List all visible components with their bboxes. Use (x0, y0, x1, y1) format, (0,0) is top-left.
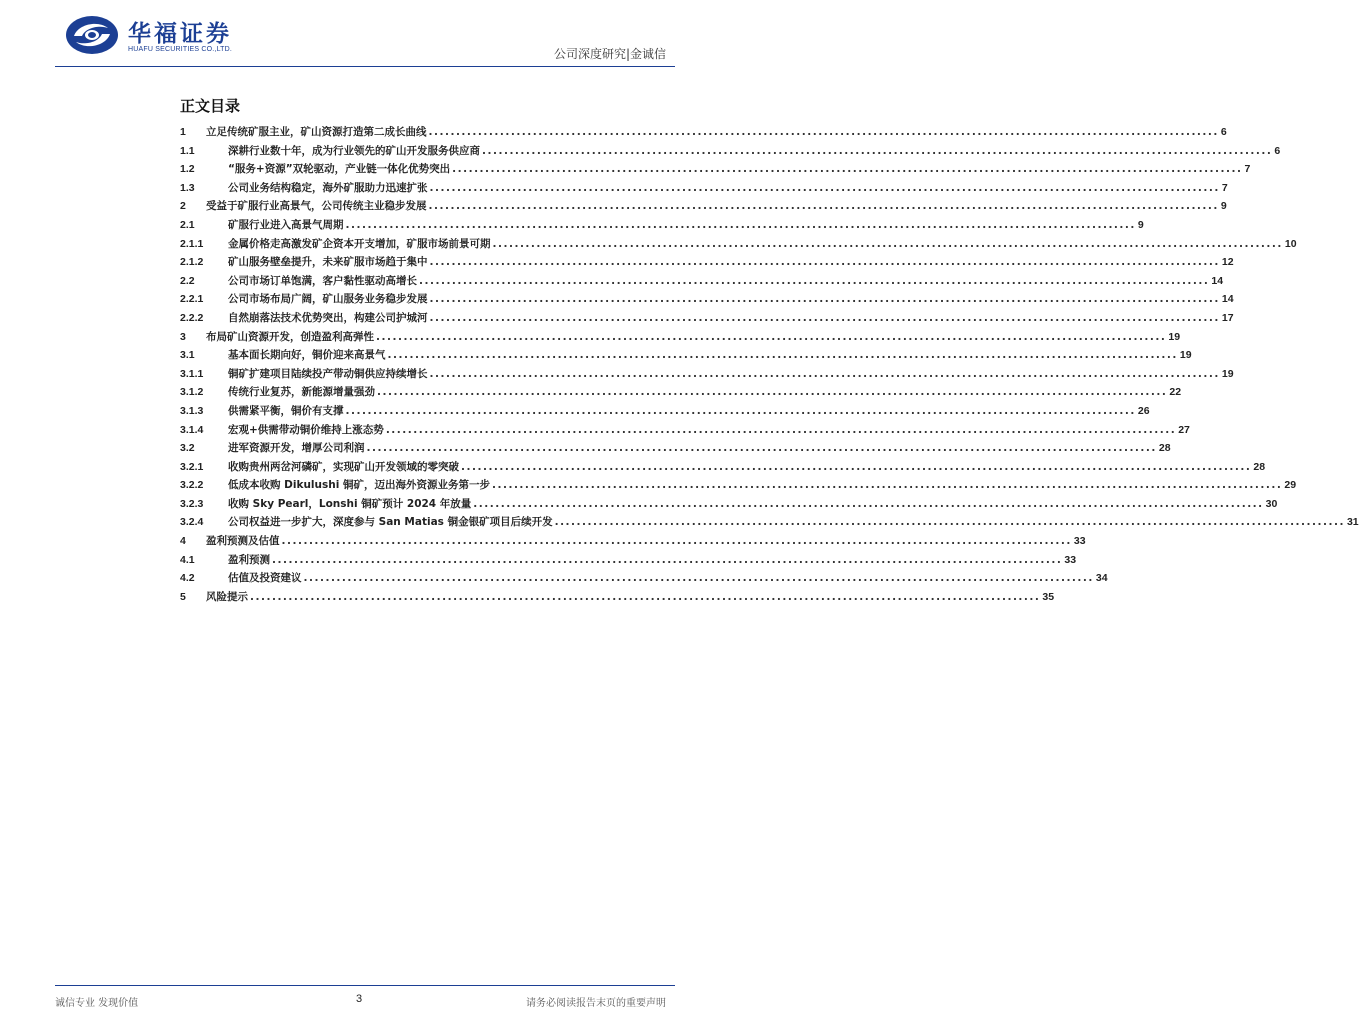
toc-entry-number: 1.2 (180, 163, 195, 176)
toc-dot-leader (430, 256, 1220, 268)
toc-entry[interactable] (180, 440, 1171, 459)
toc-entry-number: 1.1 (180, 144, 195, 157)
toc-entry-page: 7 (1221, 181, 1228, 194)
toc-dot-leader (430, 312, 1220, 324)
toc-entry-number: 4.1 (180, 553, 195, 566)
toc-entry-title: 供需紧平衡，铜价有支撑 (228, 404, 344, 417)
toc-entry-page: 33 (1064, 553, 1077, 566)
toc-entry-title: 公司权益进一步扩大，深度参与 San Matias 铜金银矿项目后续开发 (228, 516, 553, 529)
toc-entry-page: 33 (1073, 535, 1086, 548)
toc-entry-title: 收购贵州两岔河磷矿，实现矿山开发领域的零突破 (228, 460, 459, 473)
toc-entry[interactable] (180, 180, 1228, 199)
toc-entry[interactable] (180, 552, 1077, 571)
footer-slogan: 诚信专业 发现价值 (55, 998, 139, 1009)
toc-entry-page: 7 (1244, 163, 1251, 176)
toc-entry-page: 28 (1253, 460, 1266, 473)
toc-entry[interactable] (180, 589, 1055, 608)
toc-entry-page: 29 (1284, 479, 1297, 492)
toc-entry-page: 6 (1220, 126, 1227, 138)
toc-dot-leader (272, 554, 1062, 566)
toc-entry[interactable] (180, 477, 1297, 496)
toc-entry-page: 12 (1221, 256, 1234, 269)
toc-entry-title: 矿山服务壁垒提升，未来矿服市场趋于集中 (228, 256, 428, 269)
toc-entry-page: 34 (1095, 572, 1108, 585)
toc-entry-title: 矿服行业进入高景气周期 (228, 218, 344, 231)
footer-divider (55, 985, 675, 986)
toc-entry-title: 公司市场订单饱满，客户黏性驱动高增长 (228, 274, 417, 287)
toc-entry-page: 28 (1158, 442, 1171, 455)
toc-entry-number: 3.1.2 (180, 386, 204, 399)
toc-entry[interactable] (180, 217, 1144, 236)
toc-entry[interactable] (180, 310, 1234, 329)
toc-entry[interactable] (180, 254, 1234, 273)
toc-entry[interactable] (180, 124, 1227, 143)
toc-entry-title: 盈利预测及估值 (206, 535, 280, 548)
toc-entry[interactable] (180, 422, 1190, 441)
toc-entry[interactable] (180, 384, 1182, 403)
toc-entry-number: 3.2.4 (180, 516, 204, 529)
toc-dot-leader (376, 331, 1166, 343)
toc-entry-title: 公司市场布局广阔，矿山服务业务稳步发展 (228, 293, 428, 306)
toc-dot-leader (493, 238, 1283, 250)
toc-dot-leader (482, 145, 1272, 157)
toc-entry-number: 3.1 (180, 349, 195, 362)
toc-dot-leader (419, 275, 1209, 287)
toc-entry-page: 10 (1284, 237, 1297, 250)
toc-entry-number: 3.1.4 (180, 423, 204, 436)
toc-entry-page: 9 (1220, 200, 1227, 213)
toc-entry[interactable] (180, 236, 1297, 255)
toc-entry-page: 17 (1221, 311, 1234, 324)
toc-entry[interactable] (180, 198, 1227, 217)
toc-entry-number: 3.2 (180, 442, 195, 455)
toc-entry-title: 布局矿山资源开发，创造盈利高弹性 (206, 330, 374, 343)
toc-dot-leader (430, 293, 1220, 305)
toc-entry[interactable] (180, 329, 1181, 348)
toc-entry[interactable] (180, 161, 1251, 180)
toc-dot-leader (388, 349, 1178, 361)
toc-entry-page: 14 (1221, 293, 1234, 306)
toc-entry[interactable] (180, 291, 1234, 310)
toc-entry-number: 2.1.2 (180, 256, 204, 269)
toc-entry-number: 3.1.3 (180, 404, 204, 417)
page-number: 3 (356, 993, 363, 1005)
toc-entry[interactable] (180, 514, 1359, 533)
toc-dot-leader (430, 368, 1220, 380)
toc-entry[interactable] (180, 143, 1281, 162)
toc-dot-leader (377, 386, 1167, 398)
toc-dot-leader (346, 219, 1136, 231)
toc-entry-number: 2.1.1 (180, 237, 204, 250)
toc-entry-title: 收购 Sky Pearl，Lonshi 铜矿预计 2024 年放量 (228, 497, 472, 510)
toc-entry-title: 传统行业复苏，新能源增量强劲 (228, 386, 375, 399)
toc-entry-title: 基本面长期向好，铜价迎来高景气 (228, 349, 386, 362)
toc-entry-page: 22 (1169, 386, 1182, 399)
toc-entry-title: 公司业务结构稳定，海外矿服助力迅速扩张 (228, 181, 428, 194)
toc-entry[interactable] (180, 347, 1192, 366)
toc-entry-title: 风险提示 (206, 590, 248, 603)
logo-english-name: HUAFU SECURITIES CO.,LTD. (128, 46, 233, 53)
toc-entry[interactable] (180, 403, 1150, 422)
toc-entry-number: 2.2.2 (180, 311, 204, 324)
toc-dot-leader (473, 498, 1263, 510)
toc-entry-page: 6 (1274, 144, 1281, 157)
toc-entry-number: 3.2.2 (180, 479, 204, 492)
logo-chinese-name: 华福证券 (128, 21, 232, 47)
toc-entry-number: 5 (180, 590, 186, 603)
toc-entry-title: 金属价格走高激发矿企资本开支增加，矿服市场前景可期 (228, 237, 491, 250)
toc-entry-number: 3 (180, 330, 186, 343)
toc-entry[interactable] (180, 533, 1086, 552)
header-divider (55, 66, 675, 67)
toc-dot-leader (250, 591, 1040, 603)
toc-dot-leader (346, 405, 1136, 417)
toc-entry-number: 2.2 (180, 274, 195, 287)
toc-entry-title: 自然崩落法技术优势突出，构建公司护城河 (228, 311, 428, 324)
toc-entry-title: 估值及投资建议 (228, 572, 302, 585)
toc-entry[interactable] (180, 496, 1278, 515)
toc-entry-number: 2.2.1 (180, 293, 204, 306)
toc-entry[interactable] (180, 459, 1266, 478)
toc-entry-page: 14 (1211, 274, 1224, 287)
toc-entry-page: 30 (1265, 497, 1278, 510)
toc-dot-leader (282, 535, 1072, 547)
toc-dot-leader (492, 479, 1282, 491)
toc-entry-page: 19 (1179, 349, 1192, 362)
toc-entry-number: 4.2 (180, 572, 195, 585)
toc-entry-number: 1.3 (180, 181, 195, 194)
toc-entry-page: 19 (1168, 330, 1181, 343)
report-type-label: 公司深度研究|金诚信 (553, 47, 666, 61)
toc-dot-leader (461, 461, 1251, 473)
toc-dot-leader (429, 200, 1219, 212)
toc-entry-title: 立足传统矿服主业，矿山资源打造第二成长曲线 (206, 126, 427, 138)
toc-entry-title: 宏观+供需带动铜价维持上涨态势 (228, 423, 384, 436)
toc-entry-page: 26 (1137, 404, 1150, 417)
toc-dot-leader (430, 182, 1220, 194)
logo-mark-icon (64, 14, 120, 56)
toc-dot-leader (555, 516, 1345, 528)
toc-title: 正文目录 (180, 97, 241, 115)
toc-entry-title: 深耕行业数十年，成为行业领先的矿山开发服务供应商 (228, 144, 480, 157)
toc-entry[interactable] (180, 273, 1224, 292)
toc-dot-leader (367, 442, 1157, 454)
toc-entry-page: 27 (1178, 423, 1190, 436)
toc-entry-number: 2.1 (180, 218, 195, 231)
toc-entry-number: 3.1.1 (180, 367, 204, 380)
toc-entry-page: 31 (1346, 516, 1359, 529)
toc-entry-title: 受益于矿服行业高景气，公司传统主业稳步发展 (206, 200, 427, 213)
toc-entry-number: 3.2.3 (180, 497, 204, 510)
toc-entry-title: 铜矿扩建项目陆续投产带动铜供应持续增长 (228, 367, 428, 380)
footer-disclaimer: 请务必阅读报告末页的重要声明 (526, 998, 666, 1009)
toc-entry-number: 4 (180, 535, 186, 548)
toc-entry-page: 19 (1221, 367, 1234, 380)
toc-entry[interactable] (180, 366, 1234, 385)
toc-dot-leader (386, 424, 1176, 436)
toc-entry-number: 2 (180, 200, 186, 213)
toc-entry-page: 35 (1042, 590, 1055, 603)
toc-entry-title: 进军资源开发，增厚公司利润 (228, 442, 365, 455)
toc-dot-leader (429, 126, 1219, 138)
toc-entry-page: 9 (1137, 218, 1144, 231)
toc-entry-title: 盈利预测 (228, 553, 270, 566)
toc-entry-number: 1 (180, 126, 186, 138)
toc-dot-leader (304, 572, 1094, 584)
page-header (0, 0, 724, 70)
toc-entry[interactable] (180, 570, 1108, 589)
toc-entry-number: 3.2.1 (180, 460, 204, 473)
toc-entry-title: “服务+资源”双轮驱动，产业链一体化优势突出 (228, 163, 451, 176)
toc-entry-title: 低成本收购 Dikulushi 铜矿，迈出海外资源业务第一步 (228, 479, 490, 492)
table-of-contents (180, 124, 1359, 607)
company-logo (64, 14, 244, 60)
toc-dot-leader (452, 163, 1242, 175)
